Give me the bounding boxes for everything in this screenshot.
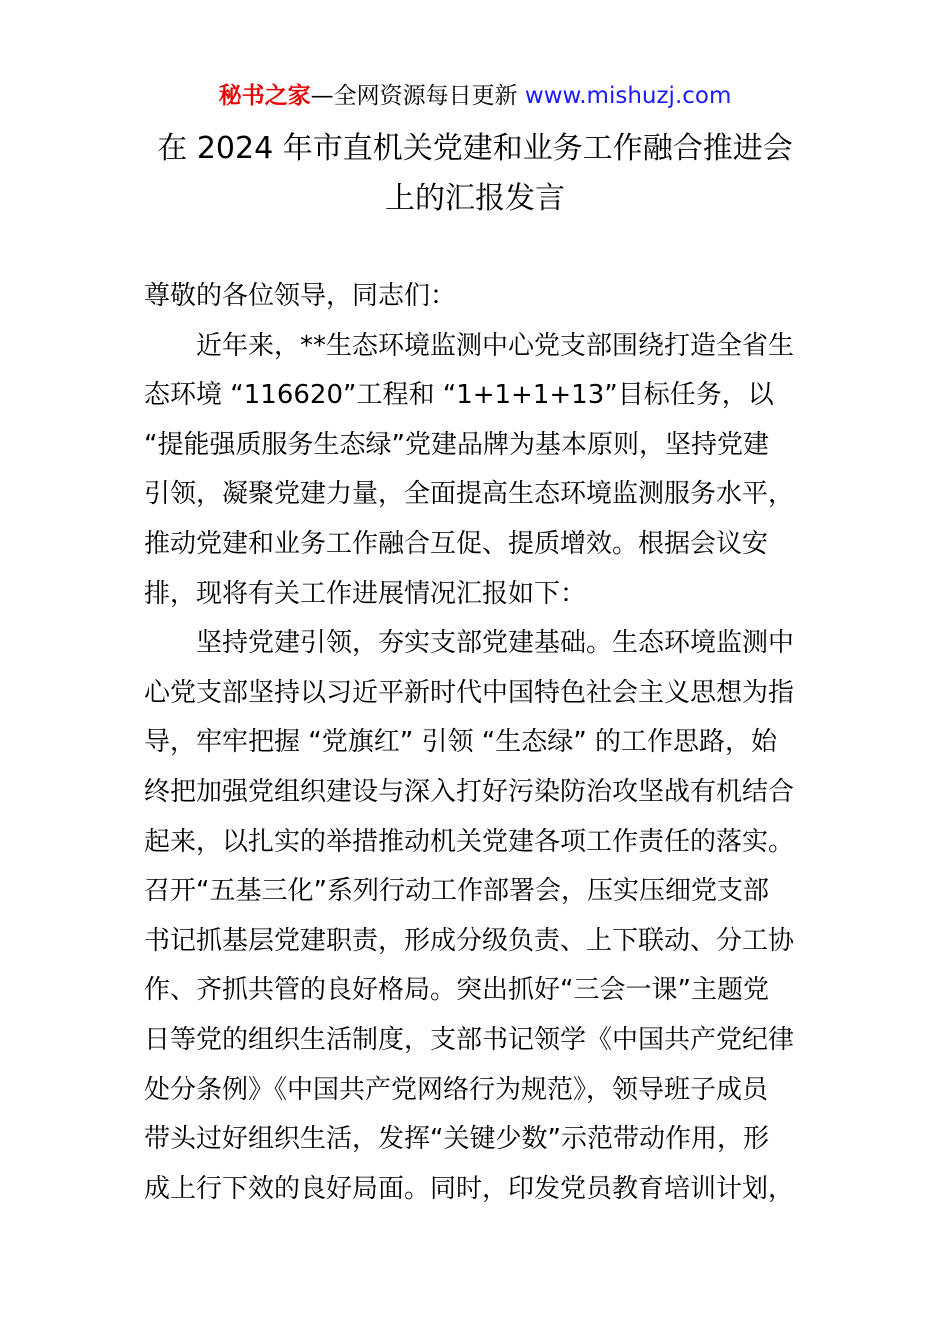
title-line-1: 在 2024 年市直机关党建和业务工作融合推进会 xyxy=(157,131,793,166)
body-line: 态环境 “116620”工程和 “1+1+1+13”目标任务，以 xyxy=(144,380,774,411)
body-line: 心党支部坚持以习近平新时代中国特色社会主义思想为指 xyxy=(144,677,795,708)
body-line: “提能强质服务生态绿”党建品牌为基本原则，坚持党建 xyxy=(144,429,769,460)
body-line: 引领，凝聚党建力量，全面提高生态环境监测服务水平， xyxy=(144,479,795,510)
body-line: 成上行下效的良好局面。同时，印发党员教育培训计划， xyxy=(144,1173,795,1204)
salutation-line: 尊敬的各位领导，同志们： xyxy=(144,281,457,311)
site-tagline: —全网资源每日更新 xyxy=(310,83,525,109)
site-url-link[interactable]: www.mishuzj.com xyxy=(524,83,732,109)
title-line-2: 上的汇报发言 xyxy=(385,181,565,216)
body-line: 近年来，**生态环境监测中心党支部围绕打造全省生 xyxy=(196,330,795,361)
site-brand: 秘书之家 xyxy=(218,83,311,109)
body-line: 终把加强党组织建设与深入打好污染防治攻坚战有机结合 xyxy=(144,776,795,807)
site-header xyxy=(0,80,950,112)
body-line: 处分条例》《中国共产党网络行为规范》，领导班子成员 xyxy=(144,1074,769,1105)
document-title xyxy=(120,124,830,224)
body-line: 导，牢牢把握 “党旗红” 引领 “生态绿” 的工作思路，始 xyxy=(144,727,777,758)
body-line: 书记抓基层党建职责，形成分级负责、上下联动、分工协 xyxy=(144,925,795,956)
body-line: 起来，以扎实的举措推动机关党建各项工作责任的落实。 xyxy=(144,826,795,857)
body-line: 作、齐抓共管的良好格局。突出抓好“三会一课”主题党 xyxy=(144,975,769,1006)
body-line: 推动党建和业务工作融合互促、提质增效。根据会议安 xyxy=(144,528,769,559)
body-line: 召开“五基三化”系列行动工作部署会，压实压细党支部 xyxy=(144,876,769,907)
document-body xyxy=(144,272,809,1214)
body-line: 坚持党建引领，夯实支部党建基础。生态环境监测中 xyxy=(196,628,795,659)
body-line: 排，现将有关工作进展情况汇报如下： xyxy=(144,578,587,609)
body-line: 带头过好组织生活，发挥“关键少数”示范带动作用，形 xyxy=(144,1124,769,1155)
body-line: 日等党的组织生活制度，支部书记领学《中国共产党纪律 xyxy=(144,1024,795,1055)
